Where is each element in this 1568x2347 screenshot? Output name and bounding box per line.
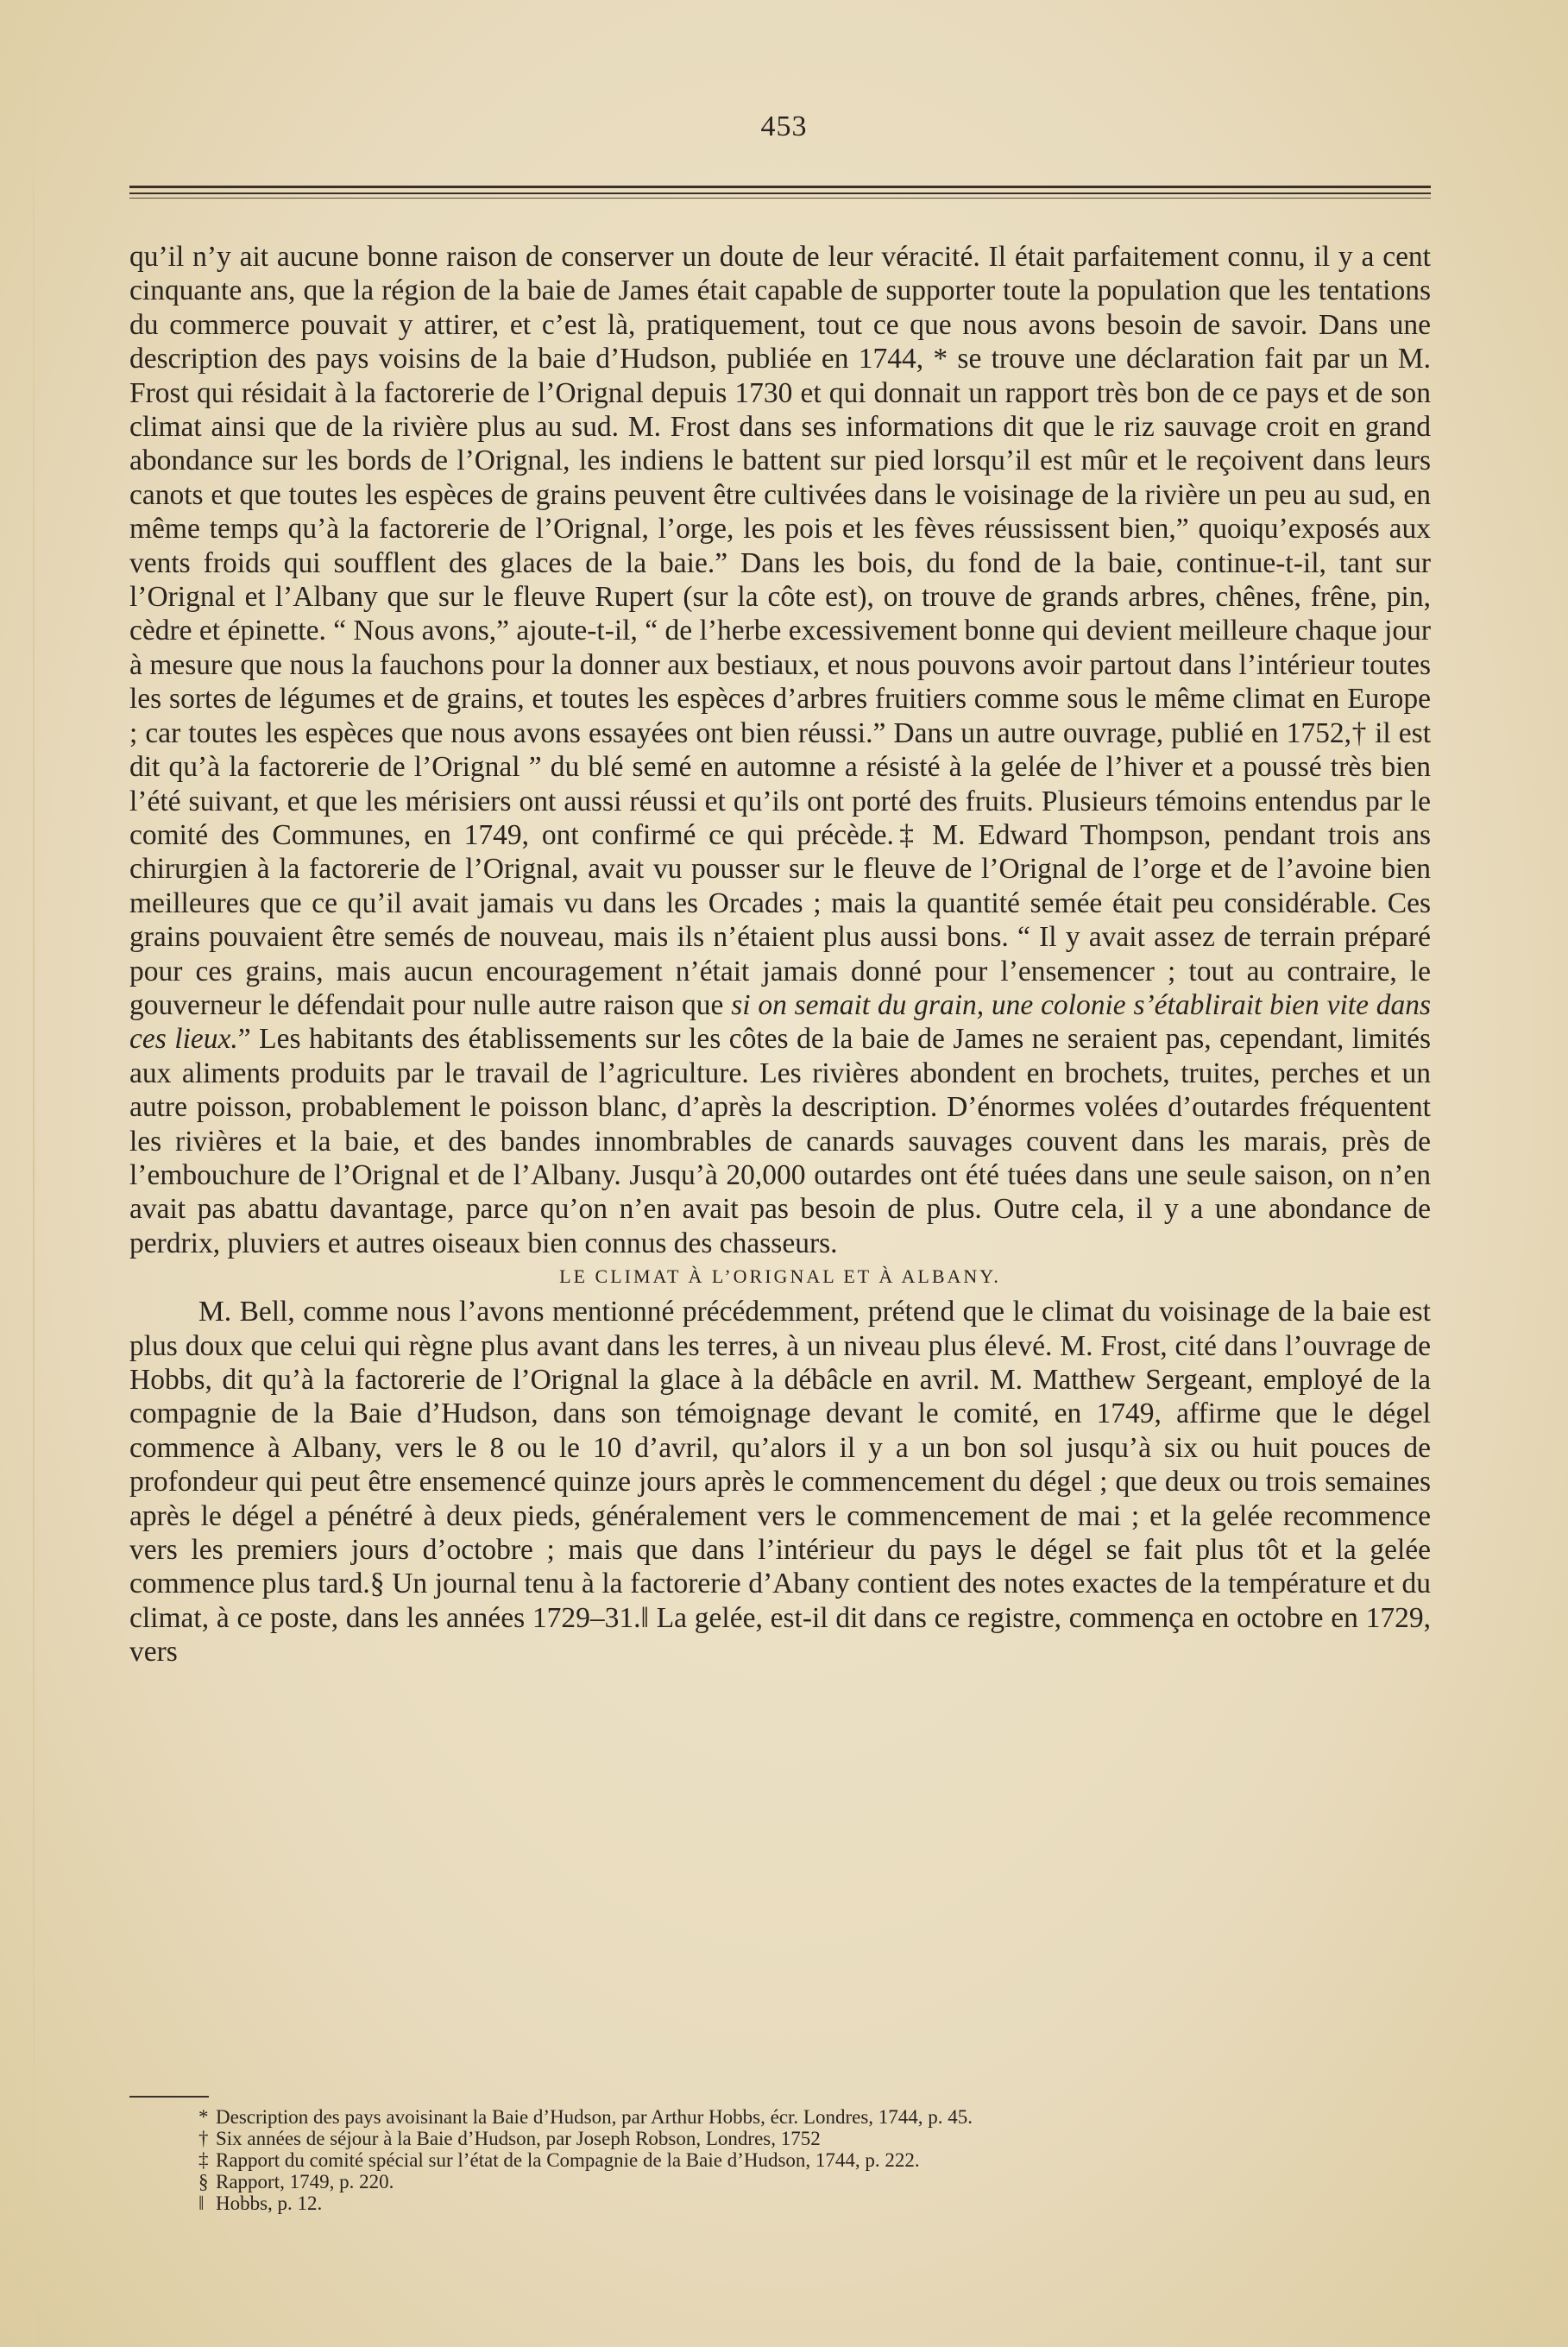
footnote-text: Description des pays avoisinant la Baie d’Hudson, par Arthur Hobbs, écr. Londres, 1744, p. 45. xyxy=(216,2106,973,2128)
paragraph-text: ” Les habitants des établissements sur les côtes de la baie de James ne seraient pas, cependant, limités aux aliments produits par le travail de l’agriculture. Les rivières abondent en brochets, truites, perches et un autre poisson, probablement le poisson blanc, d’après la description. D’énormes volées d’outardes fréquentent les rivières et la baie, et des bandes innombrables de canards sauvages couvent dans les marais, près de l’embouchure de l’Orignal et de l’Albany. Jusqu’à 20,000 outardes ont été tuées dans une seule saison, on n’en avait pas abattu davantage, parce qu’on n’en avait pas besoin de plus. Outre cela, il y a une abondance de perdrix, pluviers et autres oiseaux bien connus des chasseurs. xyxy=(129,1023,1431,1259)
page-number: 453 xyxy=(760,110,808,142)
footnote xyxy=(198,2128,1424,2149)
italic-quote: si on semait du grain, une colonie s’établirait bien vite dans ces lieux. xyxy=(129,988,1432,1056)
paragraph-text: qu’il n’y ait aucune bonne raison de conserver un doute de leur véracité. Il était parfaitement connu, il y a cent cinquante ans, que la région de la baie de James était capable de supporter toute la population que les tentations du commerce pouvait y attirer, et c’est là, pratiquement, tout ce que nous avons besoin de savoir. Dans une description des pays voisins de la baie d’Hudson, publiée en 1744, * se trouve une déclaration fait par un M. Frost qui résidait à la factorerie de l’Orignal depuis 1730 et qui donnait un rapport très bon de ce pays et de son climat ainsi que de la rivière plus au sud. M. Frost dans ses informations dit que le riz sauvage croit en grand abondance sur les bords de l’Orignal, les indiens le battent sur pied lorsqu’il est mûr et le reçoivent dans leurs canots et que toutes les espèces de grains peuvent être cultivées dans le voisinage de la rivière un peu au sud, en même temps qu’à la factorerie de l’Orignal, l’orge, les pois et les fèves réussissent bien,” quoiqu’exposés aux vents froids qui soufflent des glaces de la baie.” Dans les bois, du fond de la baie, continue-t-il, tant sur l’Orignal et l’Albany que sur le fleuve Rupert (sur la côte est), on trouve de grands arbres, chênes, frêne, pin, cèdre et épinette. “ Nous avons,” ajoute-t-il, “ de l’herbe excessivement bonne qui devient meilleure chaque jour à mesure que nous la fauchons pour la donner aux bestiaux, et nous pouvons avoir partout dans l’intérieur toutes les sortes de légumes et de grains, et toutes les espèces d’arbres fruitiers comme sous le même climat en Europe ; car toutes les espèces que nous avons essayées ont bien réussi.” Dans un autre ouvrage, publié en 1752,† il est dit qu’à la factorerie de l’Orignal ” du blé semé en automne a résisté à la gelée de l’hiver et a poussé très bien l’été suivant, et que les mérisiers ont aussi réussi et qu’ils ont porté des fruits. Plusieurs témoins entendus par le comité des Communes, en 1749, ont confirmé ce qui précède.‡ M. Edward Thompson, pendant trois ans chirurgien à la factorerie de l’Orignal, avait vu pousser sur le fleuve de l’Orignal de l’orge et de l’avoine bien meilleures que ce qu’il avait jamais vu dans les Orcades ; mais la quantité semée était peu considérable. Ces grains pouvaient être semés de nouveau, mais ils n’étaient plus aussi bons. “ Il y avait assez de terrain préparé pour ces grains, mais aucun encouragement n’était jamais donné pour l’ensemencer ; tout au contraire, le gouverneur le défendait pour nulle autre raison que xyxy=(129,241,1431,1021)
footnote-text: Rapport, 1749, p. 220. xyxy=(216,2171,394,2192)
header-rule xyxy=(129,186,1431,199)
footnote xyxy=(198,2171,1424,2192)
footnote xyxy=(198,2106,1424,2128)
header-rule-line xyxy=(129,198,1431,199)
footnote-mark: * xyxy=(198,2106,209,2128)
footnote-text: Six années de séjour à la Baie d’Hudson, par Joseph Robson, Londres, 1752 xyxy=(216,2128,821,2149)
header-rule-line xyxy=(129,192,1431,194)
section-heading: LE CLIMAT À L’ORIGNAL ET À ALBANY. xyxy=(559,1265,1001,1288)
footnote-rule xyxy=(129,2096,209,2098)
footnote xyxy=(198,2192,1424,2214)
footnote-mark: ‡ xyxy=(198,2149,209,2171)
paragraph xyxy=(129,240,1431,1260)
body-text xyxy=(129,240,1431,1669)
footnote xyxy=(198,2149,1424,2171)
footnote-mark: ‖ xyxy=(198,2192,205,2214)
footnote-text: Hobbs, p. 12. xyxy=(216,2192,323,2214)
footnote-mark: § xyxy=(198,2171,209,2192)
footnote-text: Rapport du comité spécial sur l’état de la Compagnie de la Baie d’Hudson, 1744, p. 222. xyxy=(216,2149,920,2171)
page-fold-shadow xyxy=(33,0,35,2347)
footnote-mark: † xyxy=(198,2128,209,2149)
paragraph: M. Bell, comme nous l’avons mentionné précédemment, prétend que le climat du voisinage de la baie est plus doux que celui qui règne plus avant dans les terres, à un niveau plus élevé. M. Frost, cité dans l’ouvrage de Hobbs, dit qu’à la factorerie de l’Orignal la glace à la débâcle en avril. M. Matthew Sergeant, employé de la compagnie de la Baie d’Hudson, dans son témoignage devant le comité, en 1749, affirme que le dégel commence à Albany, vers le 8 ou le 10 d’avril, qu’alors il y a un bon sol jusqu’à six ou huit pouces de profondeur qui peut être ensemencé quinze jours après le commencement du dégel ; que deux ou trois semaines après le dégel a pénétré à deux pieds, généralement vers le commencement de mai ; et la gelée recommence vers les premiers jours d’octobre ; mais que dans l’intérieur du pays le dégel se fait plus tôt et la gelée commence plus tard.§ Un journal tenu à la factorerie d’Abany contient des notes exactes de la température et du climat, à ce poste, dans les années 1729–31.‖ La gelée, est-il dit dans ce registre, commença en octobre en 1729, vers xyxy=(129,1296,1431,1669)
header-rule-line xyxy=(129,186,1431,188)
footnotes xyxy=(198,2106,1424,2214)
